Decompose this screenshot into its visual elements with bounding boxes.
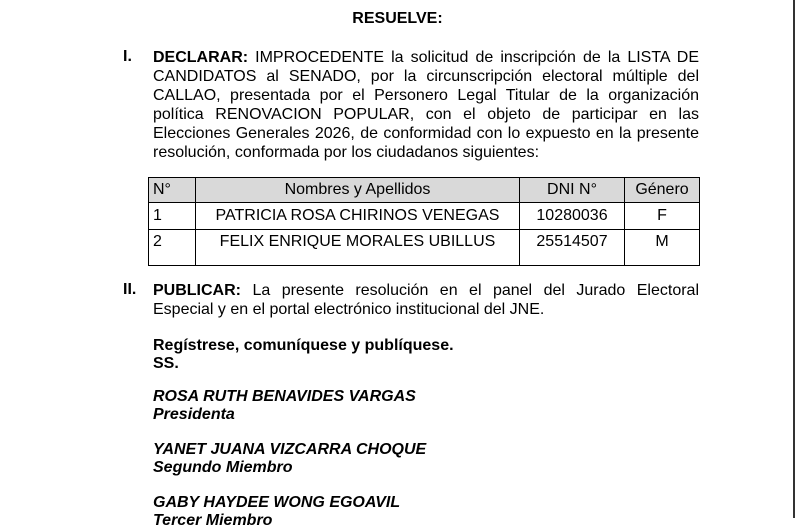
- cell-name: FELIX ENRIQUE MORALES UBILLUS: [196, 230, 520, 266]
- signatory: [153, 494, 400, 530]
- signatory-role: Presidenta: [153, 406, 235, 423]
- cell-name: PATRICIA ROSA CHIRINOS VENEGAS: [196, 203, 520, 230]
- table-row: [149, 203, 700, 230]
- table-row: [149, 230, 700, 266]
- closing-line: Regístrese, comuníquese y publíquese.: [153, 337, 454, 354]
- column-header-number: N°: [149, 178, 196, 203]
- signatory-name: GABY HAYDEE WONG EGOAVIL: [153, 494, 401, 511]
- column-header-name: Nombres y Apellidos: [196, 178, 520, 203]
- cell-number: 2: [149, 230, 196, 266]
- signatory-role: Tercer Miembro: [153, 512, 273, 529]
- section-numeral: I.: [123, 48, 132, 65]
- cell-gender: M: [625, 230, 700, 266]
- table-header-row: [149, 178, 700, 203]
- section-text: La presente resolución en el panel del Jurado Electoral Especial y en el portal electrónico institucional del JNE.: [153, 282, 699, 318]
- closing-ss: SS.: [153, 355, 179, 372]
- section-keyword: PUBLICAR:: [153, 282, 241, 299]
- cell-dni: 10280036: [520, 203, 625, 230]
- cell-number: 1: [149, 203, 196, 230]
- section-declarar: [153, 48, 699, 162]
- signatory: [153, 388, 416, 424]
- section-text: IMPROCEDENTE la solicitud de inscripción de la LISTA DE CANDIDATOS al SENADO, por la circunscripción electoral múltiple del CALLAO, presentada por el Personero Legal Titular de la organización política RENOVACION POPULAR, con el objeto de participar en las Elecciones Generales 2026, de conformidad con lo expuesto en la presente resolución, conformada por los ciudadanos siguientes:: [153, 49, 699, 161]
- column-header-gender: Género: [625, 178, 700, 203]
- section-numeral: II.: [123, 281, 137, 298]
- section-publicar: [153, 281, 699, 319]
- resolution-heading: RESUELVE:: [352, 10, 443, 27]
- signatory-name: YANET JUANA VIZCARRA CHOQUE: [153, 441, 427, 458]
- candidates-table: [148, 177, 700, 266]
- signatory: [153, 441, 426, 477]
- cell-dni: 25514507: [520, 230, 625, 266]
- closing-formula: [153, 337, 454, 373]
- column-header-dni: DNI N°: [520, 178, 625, 203]
- signatory-role: Segundo Miembro: [153, 459, 293, 476]
- cell-gender: F: [625, 203, 700, 230]
- section-keyword: DECLARAR:: [153, 49, 249, 66]
- signatory-name: ROSA RUTH BENAVIDES VARGAS: [153, 388, 416, 405]
